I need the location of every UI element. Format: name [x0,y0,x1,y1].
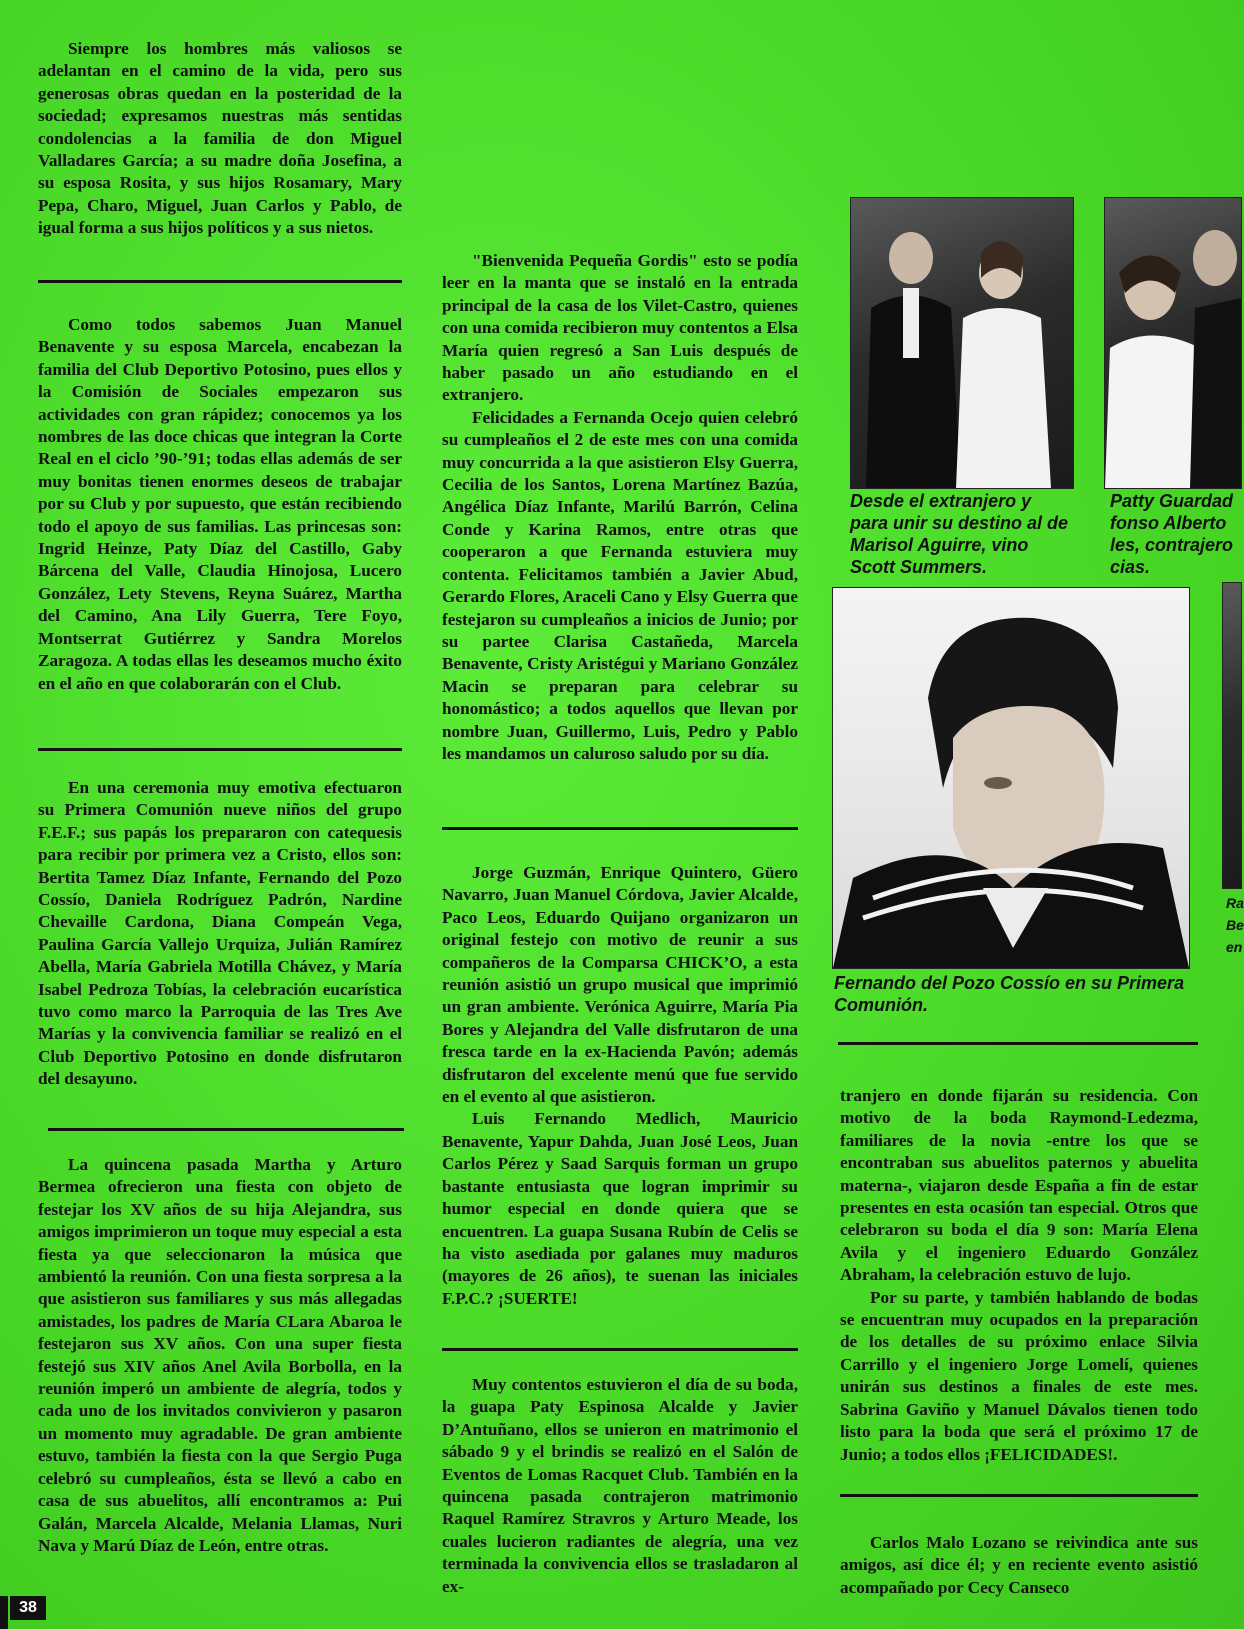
article-condolences: Siempre los hombres más valiosos se adelantan en el camino de la vida, pero sus generosas obras quedan en la posteridad de la sociedad; expresamos nuestras más sentidas condolencias a la familia de don Miguel Valladares García; a su madre doña Josefina, a su esposa Rosita, y sus hijos Rosamary, Mary Pepa, Charo, Miguel, Juan Carlos y Pablo, de igual forma a sus hijos políticos y a sus nietos. [38,39,402,238]
article-club-deportivo: Como todos sabemos Juan Manuel Benavente y su esposa Marcela, encabezan la familia del Club Deportivo Potosino, pues ellos y la Comisión de Sociales empezaron sus actividades con gran rápidez; conocemos ya los nombres de las doce chicas que integran la Corte Real en el ciclo ’90-’91; todas ellas además de ser muy bonitas tienen enormes deseos de trabajar por su Club y por supuesto, que están recibiendo todo el apoyo de sus familias. Las princesas son: Ingrid Heinze, Paty Díaz del Castillo, Gaby Bárcena del Valle, Claudia Hinojosa, Lucero González, Lety Stevens, Reyna Suárez, Martha del Camino, Ana Lily Guerra, Tere Foyo, Montserrat Gutiérrez y Sandra Morelos Zaragoza. A todas ellas les deseamos mucho éxito en el año en que colaborarán con el Club. [38,315,402,693]
photo-illustration [1105,198,1241,488]
article-bodas: Por su parte, y también hablando de bodas se encuentran muy ocupados en la preparación de los detalles de su próximo enlace Silvia Carrillo y el ingeniero Jorge Lomelí, quienes unirán sus destinos a finales de este mes. Sabrina Gaviño y Manuel Dávalos tienen todo listo para la boda que será el próximo 17 de Junio; a todos ellos ¡FELICIDADES!. [840,1287,1198,1464]
column-2-b [442,862,798,1310]
article-primera-comunion: En una ceremonia muy emotiva efectuaron su Primera Comunión nueve niños del grupo F.E.F.; sus papás los prepararon con catequesis para recibir por primera vez a Cristo, ellos son: Bertita Tamez Díaz Infante, Fernando del Pozo Cossío, Daniela Rodríguez Padrón, Nardine Chevaille Cardona, Diana Compeán Vega, Paulina García Vallejo Urquiza, Julián Ramírez Abella, María Gabriela Motilla Chávez, y María Isabel Pedroza Tobías, la celebración eucarística tuvo como marco la Parroquia de las Tres Ave Marías y la convivencia familiar se realizó en el Club Deportivo Potosino en donde disfrutaron del desayuno. [38,778,402,1089]
column-3-b [840,1532,1198,1599]
page-number: 38 [10,1596,46,1620]
photo-illustration [851,198,1073,488]
article-felicidades-fernanda: Felicidades a Fernanda Ocejo quien celebró su cumpleaños el 2 de este mes con una comida muy concurrida a la que asistieron Elsy Guerra, Cecilia de los Santos, Lorena Martínez Bazúa, Angélica Díaz Infante, Marilú Barrón, Celina Conde y Karina Ramos, entre otras que cooperaron a que Fernanda estuviera muy contenta. Felicitamos también a Javier Abud, Gerardo Flores, Araceli Cano y Elsy Guerra que festejaron su cumpleaños a inicios de Junio; por su partee Clarisa Castañeda, Marcela Benavente, Cristy Aristégui y Mariano González Macin se preparan para celebrar su honomástico; a todos aquellos que llevan por nombre Juan, Guillermo, Luis, Pedro y Pablo les mandamos un caluroso saludo por su día. [442,407,798,763]
column-1-c [38,777,402,1091]
page-edge-bar [0,1596,8,1629]
column-2-c [442,1374,798,1598]
article-boda-espinosa: Muy contentos estuvieron el día de su boda, la guapa Paty Espinosa Alcalde y Javier D’Antuñano, ellos se unieron en matrimonio el sábado 9 y el brindis se realizó en el Salón de Eventos de Lomas Racquet Club. También en la quincena pasada contrajeron matrimonio Raquel Ramírez Stravros y Arturo Meade, los cuales lucieron radiantes de alegría, una vez terminada la convivencia ellos se trasladaron al ex- [442,1375,798,1596]
column-1-b [38,314,402,695]
divider [838,1042,1198,1045]
caption-photo-1: Desde el extranjero y para unir su destino al de Marisol Aguirre, vino Scott Summers. [850,491,1069,577]
divider [840,1494,1198,1497]
caption-photo-4: Ra Be en [1226,895,1244,955]
column-1 [38,38,402,240]
column-2 [442,250,798,765]
divider [442,1348,798,1351]
article-grupo-entusiasta: Luis Fernando Medlich, Mauricio Benavente, Yapur Dahda, Juan José Leos, Juan Carlos Pérez y Saad Sarquis forman un grupo bastante entusiasta que logran imprimir su humor especial en donde quiera que se encuentren. La guapa Susana Rubín de Celis se ha visto asediada por galanes muy maduros (mayores de 26 años), te suenan las iniciales F.P.C.? ¡SUERTE! [442,1109,798,1308]
photo-fernando-comunion [832,587,1190,969]
article-continuacion: tranjero en donde fijarán su residencia. Con motivo de la boda Raymond-Ledezma, familiares de la novia -entre los que se encontraban sus abuelitos paternos y abuelita materna-, viajaron desde España a fin de estar presentes en esta ocasión tan especial. Otros que celebraron su boda el día 9 son: María Elena Avila y el ingeniero Eduardo González Abraham, la celebración estuvo de lujo. [840,1086,1198,1285]
photo-partial-right [1222,582,1242,889]
article-bienvenida: "Bienvenida Pequeña Gordis" esto se podía leer en la manta que se instaló en la entrada principal de la casa de los Vilet-Castro, quienes con una comida recibieron muy contentos a Elsa María quien regresó a San Luis después de haber pasado un año estudiando en el extranjero. [442,251,798,405]
article-carlos-malo: Carlos Malo Lozano se reivindica ante sus amigos, así dice él; y en reciente evento asistió acompañado por Cecy Canseco [840,1533,1198,1597]
divider [38,748,402,751]
article-comparsa: Jorge Guzmán, Enrique Quintero, Güero Navarro, Juan Manuel Córdova, Javier Alcalde, Paco Leos, Eduardo Quijano organizaron un original festejo con motivo de reunir a sus compañeros de la Comparsa CHICK’O, a esta reunión asistió un grupo musical que imprimió un gran ambiente. Verónica Aguirre, María Pia Bores y Alejandra del Valle disfrutaron de una fresca tarde en la ex-Hacienda Pavón; además disfrutaron del excelente menú que fue servido en el evento al que asistieron. [442,863,798,1107]
column-3 [840,1085,1198,1466]
photo-couple-summers [850,197,1074,489]
divider [38,280,402,283]
column-1-d [38,1154,402,1557]
article-xv-anos: La quincena pasada Martha y Arturo Bermea ofrecieron una fiesta con objeto de festejar los XV años de su hija Alejandra, sus amigos imprimieron un toque muy especial a esta fiesta ya que seleccionaron la música que ambientó la reunión. Con una fiesta sorpresa a la que asistieron sus familiares y sus más allegadas amistades, los padres de María CLara Abaroa le festejaron sus XV años. Con una super fiesta festejó sus XIV años Anel Avila Borbolla, en la reunión imperó un ambiente de alegría, todos y cada uno de los invitados convivieron y pasaron un momento muy agradable. De gran ambiente estuvo, también la fiesta con la que Sergio Puga celebró su cumpleaños, ésta se llevó a cabo en casa de sus abuelitos, allí encontramos a: Pui Galán, Marcela Alcalde, Melania Llamas, Nuri Nava y Marú Díaz de León, entre otras. [38,1155,402,1555]
caption-photo-2: Patty Guardad fonso Alberto les, contrajero cias. [1110,491,1234,577]
photo-couple-guardado [1104,197,1242,489]
divider [442,827,798,830]
divider [48,1128,404,1131]
caption-photo-3: Fernando del Pozo Cossío en su Primera Comunión. [834,973,1185,1015]
photo-illustration [833,588,1189,968]
